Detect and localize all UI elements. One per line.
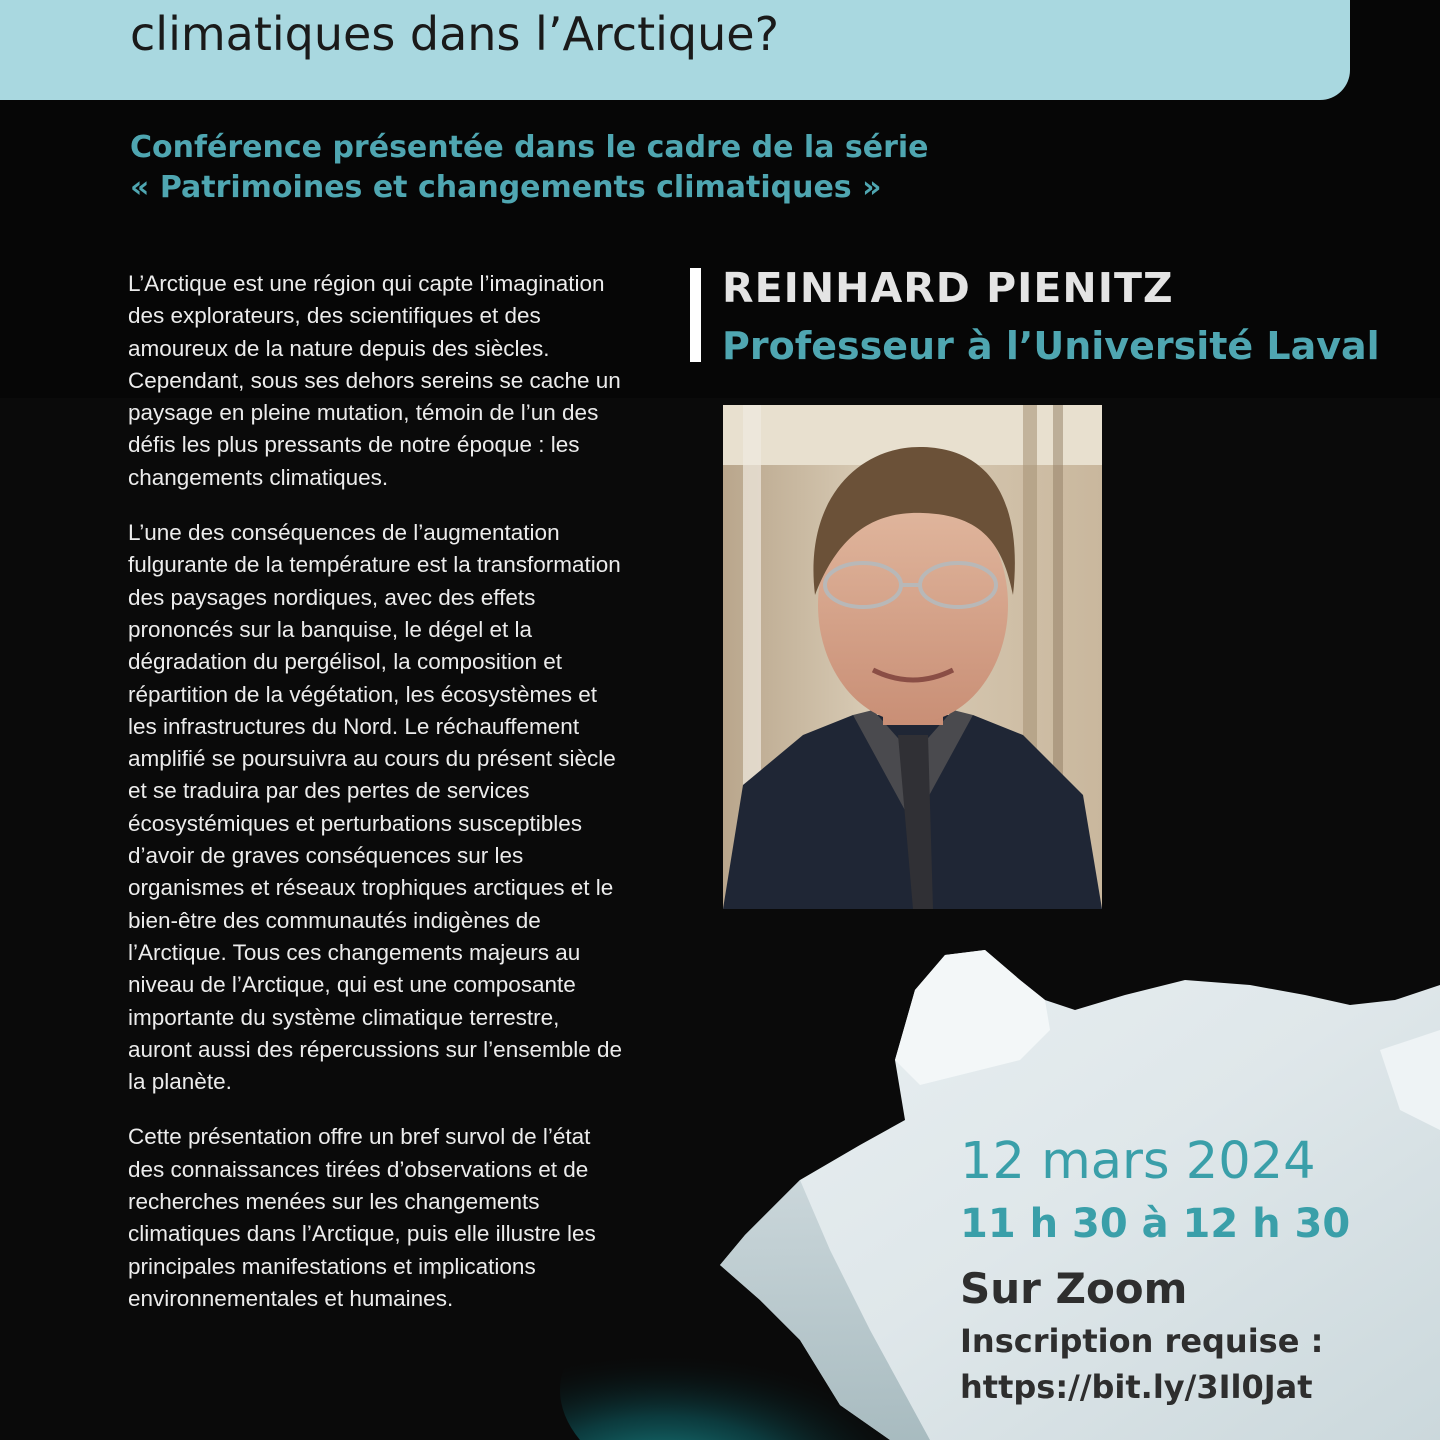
series-line-1: Conférence présentée dans le cadre de la série xyxy=(130,130,929,165)
speaker-accent-bar xyxy=(690,268,701,362)
description-paragraph-1: L’Arctique est une région qui capte l’imagination des explorateurs, des scientifiques et des amoureux de la nature depuis des siècles. Cependant, sous ses dehors sereins se cache un paysage en pleine mutation, témoin de l’un des défis les plus pressants de notre époque : les changements climatiques. xyxy=(128,271,621,490)
title-banner xyxy=(0,0,1350,100)
event-date: 12 mars 2024 xyxy=(960,1132,1316,1191)
series-line-2: « Patrimoines et changements climatiques » xyxy=(130,170,882,205)
description-paragraph-2: L’une des conséquences de l’augmentation fulgurante de la température est la transformation des paysages nordiques, avec des effets prononcés sur la banquise, le dégel et la dégradation du pergélisol, la composition et répartition de la végétation, les écosystèmes et les infrastructures du Nord. Le réchauffement amplifié se poursuivra au cours du présent siècle et se traduira par des pertes de services écosystémiques et perturbations susceptibles d’avoir de graves conséquences sur les organismes et réseaux trophiques arctiques et le bien-être des communautés indigènes de l’Arctique. Tous ces changements majeurs au niveau de l’Arctique, qui est une composante importante du système climatique terrestre, auront aussi des répercussions sur l’ensemble de la planète. xyxy=(128,520,623,1095)
event-details xyxy=(960,1128,1430,1410)
speaker-name: REINHARD PIENITZ xyxy=(722,264,1174,312)
registration-label: Inscription requise : xyxy=(960,1322,1324,1360)
speaker-role: Professeur à l’Université Laval xyxy=(722,324,1380,368)
speaker-photo xyxy=(723,405,1102,909)
description-paragraph-3: Cette présentation offre un bref survol de l’état des connaissances tirées d’observations et de recherches menées sur les changements climatiques dans l’Arctique, puis elle illustre les principales manifestations et implications environnementales et humaines. xyxy=(128,1124,596,1311)
description xyxy=(128,268,628,1338)
event-location: Sur Zoom xyxy=(960,1264,1188,1313)
event-title: climatiques dans l’Arctique? xyxy=(130,7,779,61)
series-subtitle xyxy=(130,128,1030,208)
event-time: 11 h 30 à 12 h 30 xyxy=(960,1201,1351,1247)
registration-link[interactable]: https://bit.ly/3Il0Jat xyxy=(960,1368,1313,1406)
